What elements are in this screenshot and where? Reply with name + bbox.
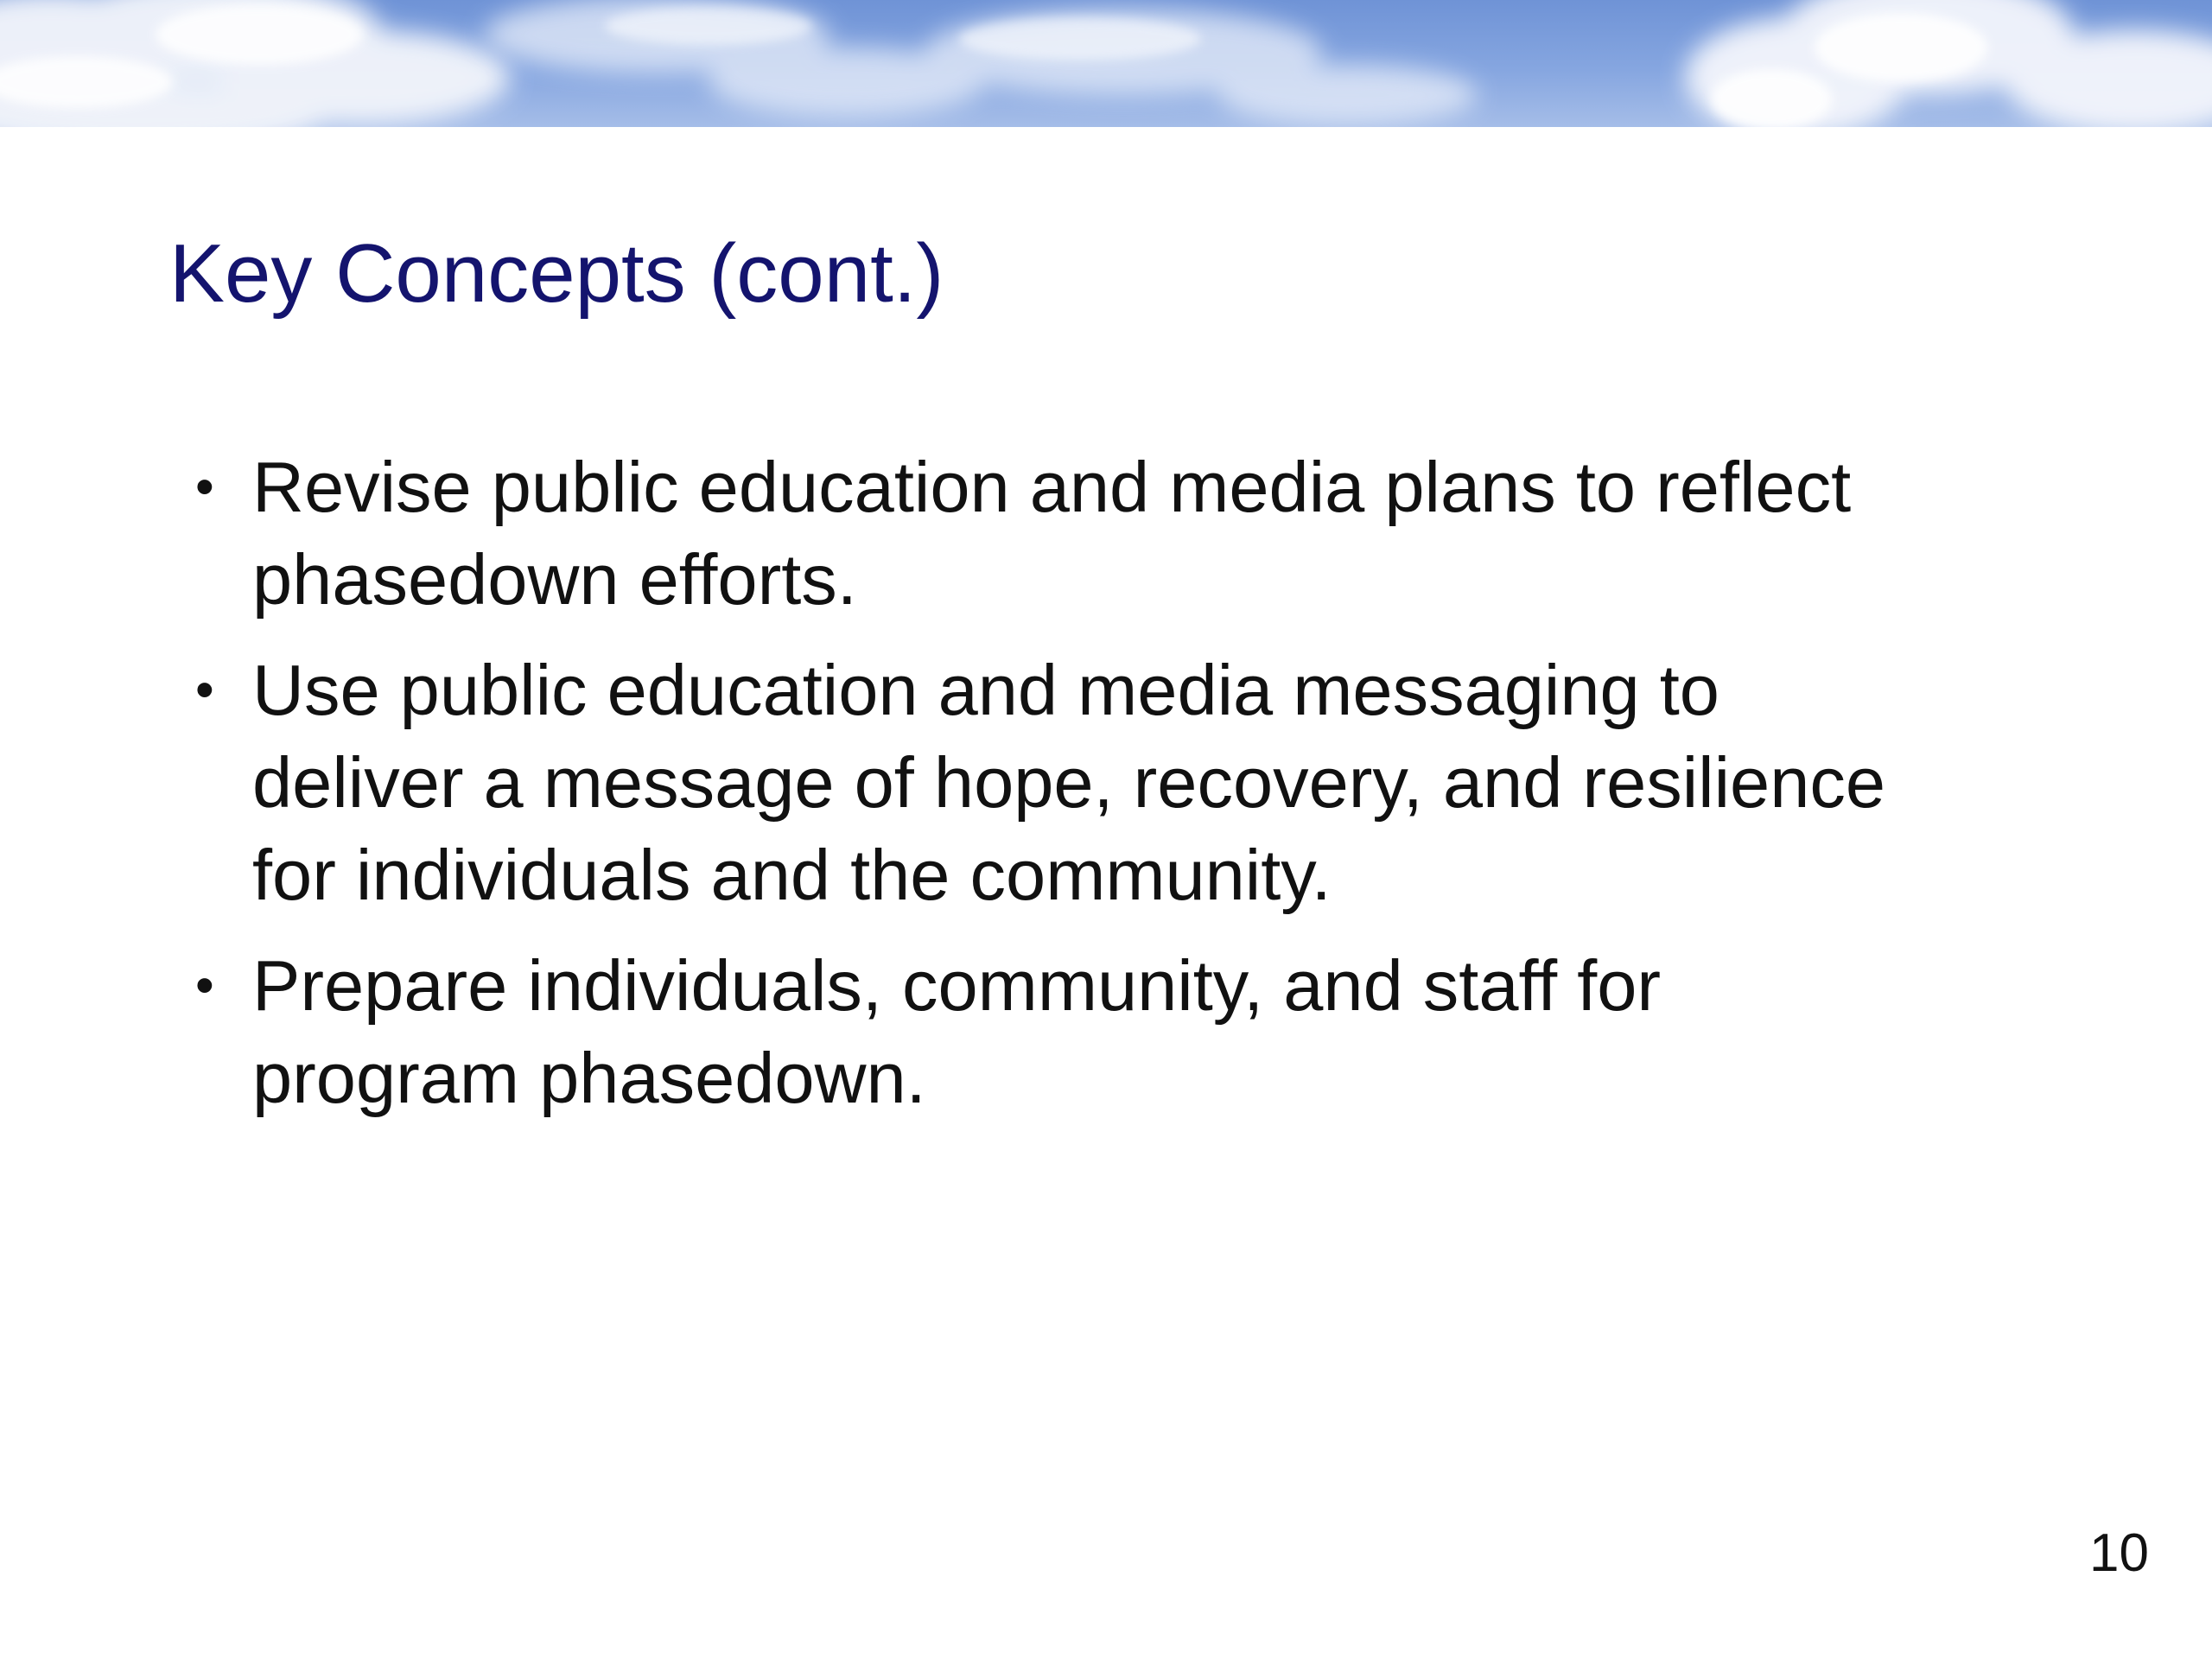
list-item (188, 939, 2089, 1124)
sky-banner-image (0, 0, 2212, 127)
bullet-icon: • (195, 956, 214, 1015)
bullet-text: Prepare individuals, community, and staff for program phasedown. (252, 945, 1662, 1118)
bullet-list (188, 441, 2089, 1142)
page-number: 10 (2089, 1523, 2149, 1583)
list-item (188, 441, 2089, 626)
cloud-icon (0, 0, 2212, 127)
bullet-icon: • (195, 457, 214, 517)
bullet-text: Revise public education and media plans to reflect phasedown efforts. (252, 447, 1852, 620)
bullet-text: Use public education and media messaging to deliver a message of hope, recovery, and resilience for individuals and the community. (252, 650, 1886, 915)
bullet-icon: • (195, 660, 214, 720)
list-item (188, 644, 2089, 921)
slide-title: Key Concepts (cont.) (169, 227, 944, 320)
